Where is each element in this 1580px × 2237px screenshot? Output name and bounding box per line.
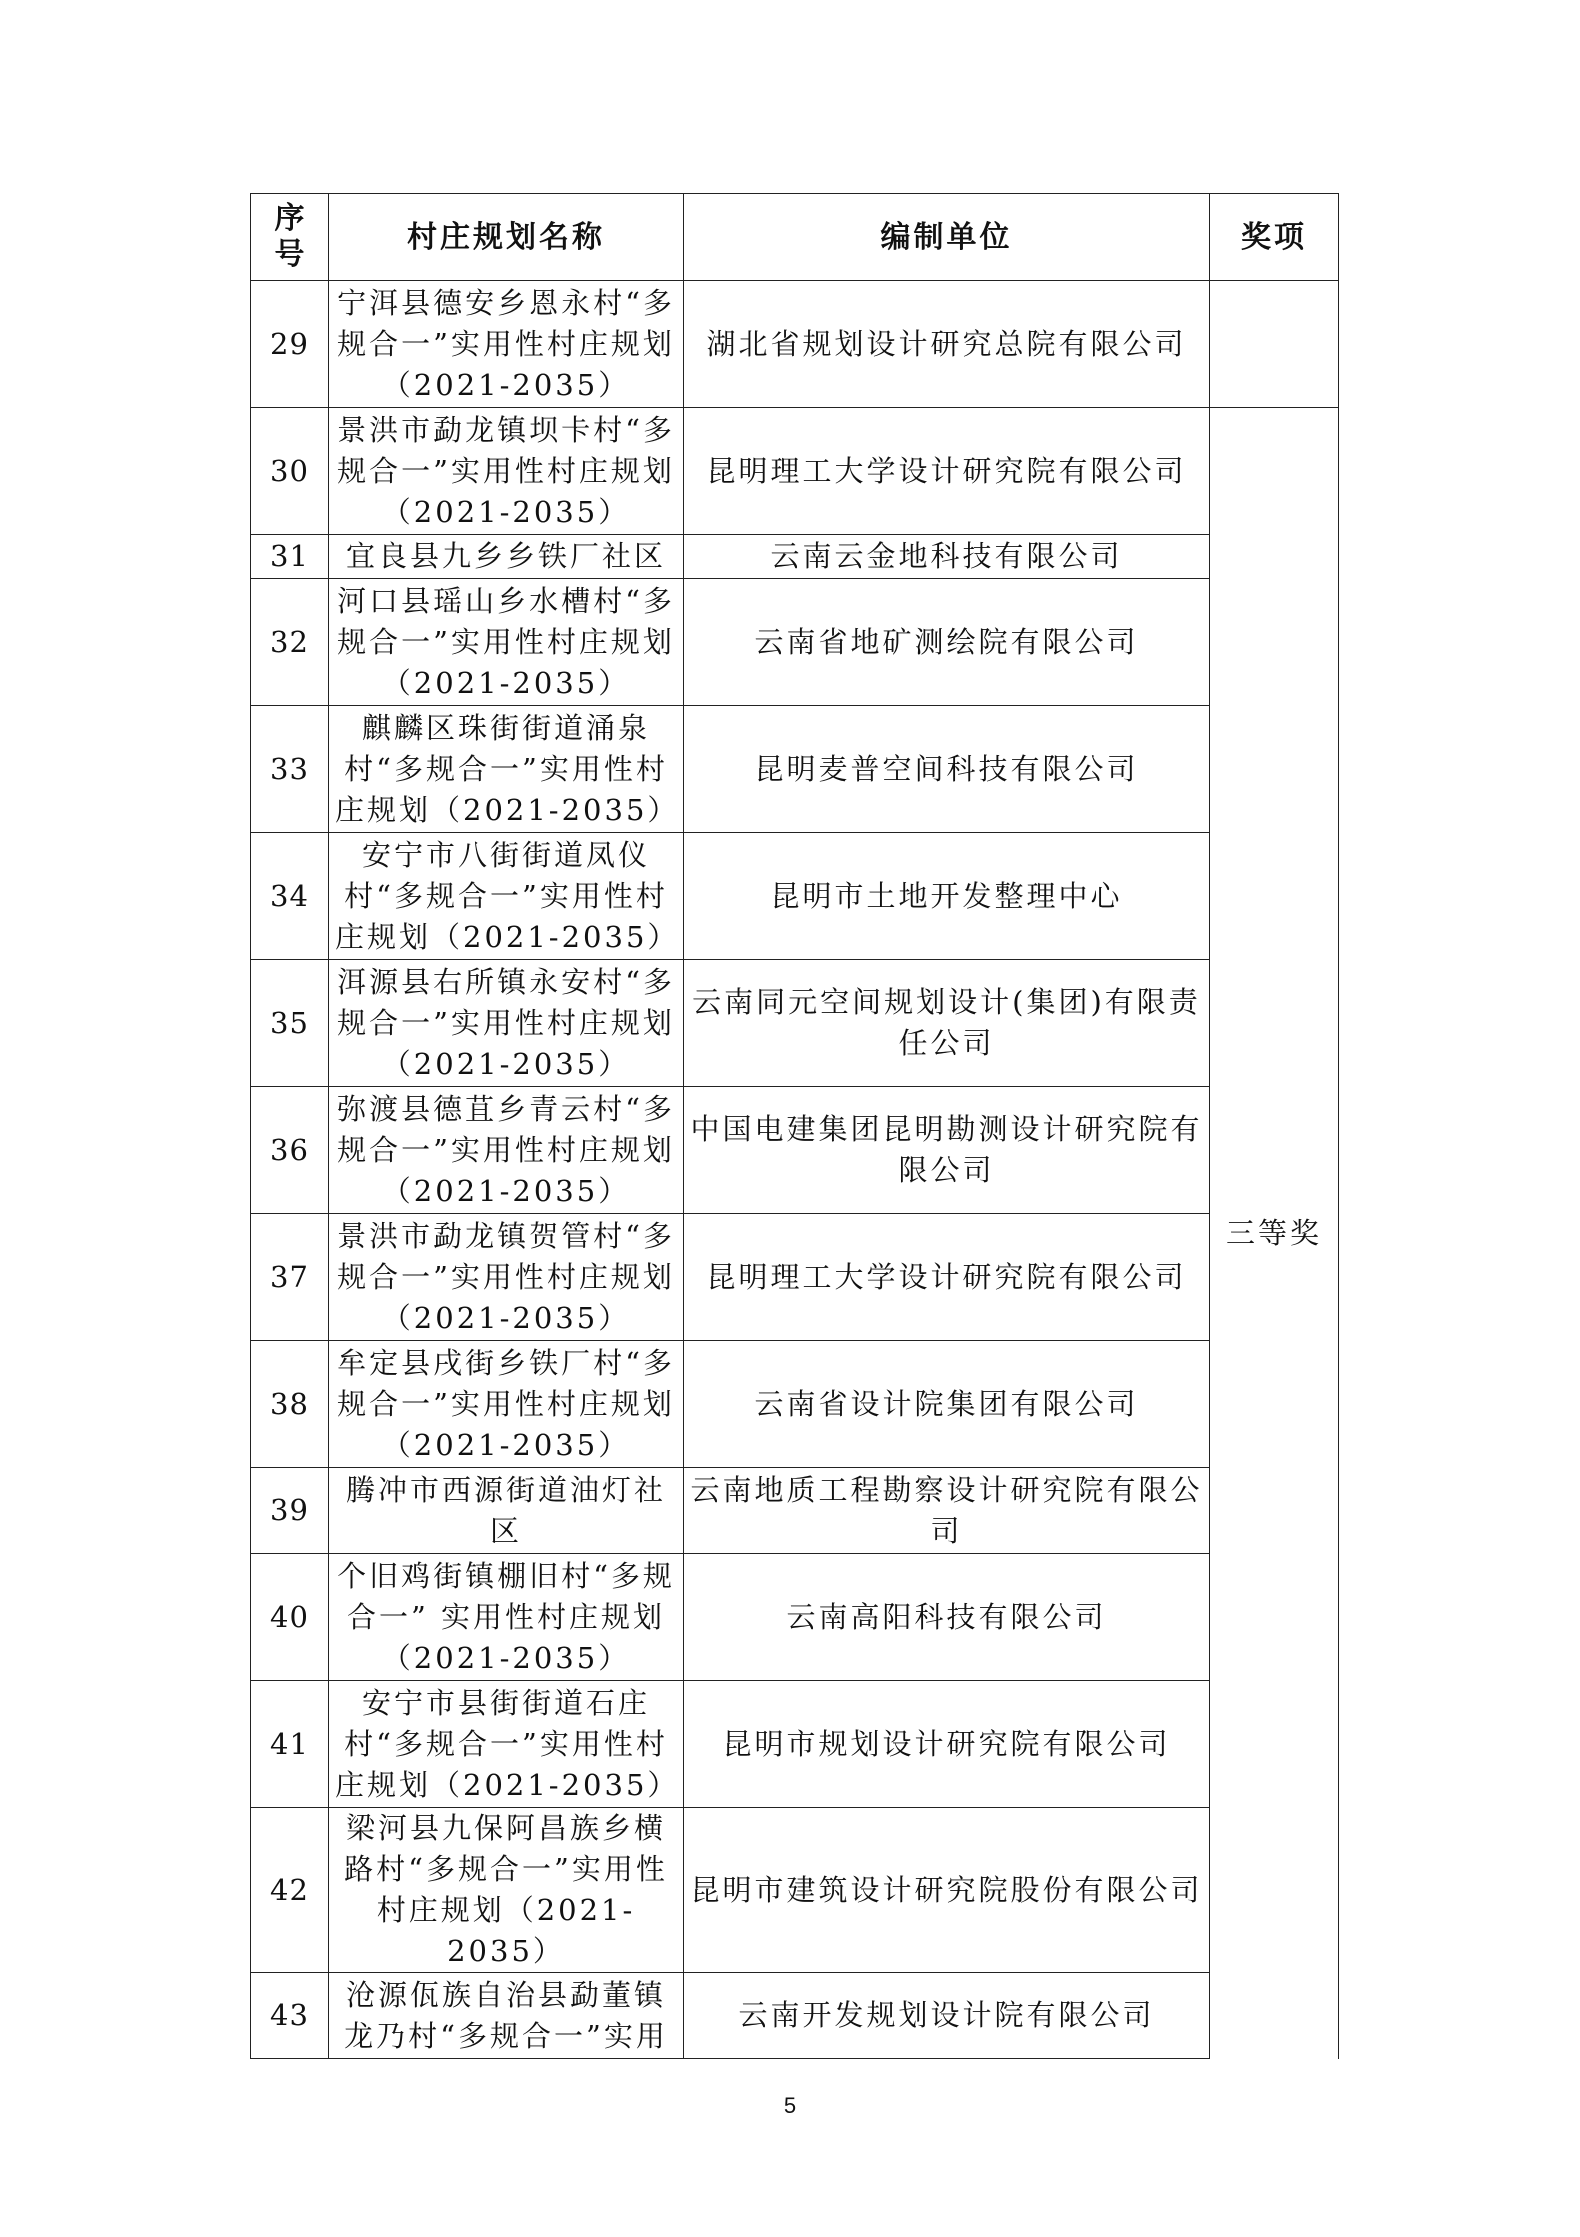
row-org: 云南高阳科技有限公司 — [684, 1554, 1210, 1681]
row-org: 昆明市土地开发整理中心 — [684, 833, 1210, 960]
table-row — [251, 960, 1339, 1087]
row-org: 昆明理工大学设计研究院有限公司 — [684, 408, 1210, 535]
row-org: 云南地质工程勘察设计研究院有限公司 — [684, 1468, 1210, 1554]
table-row — [251, 579, 1339, 706]
row-name: 梁河县九保阿昌族乡横路村“多规合一”实用性村庄规划（2021-2035） — [329, 1808, 684, 1973]
row-org: 湖北省规划设计研究总院有限公司 — [684, 281, 1210, 408]
table-header-row — [251, 194, 1339, 281]
header-award: 奖项 — [1210, 194, 1339, 281]
table-row — [251, 408, 1339, 535]
row-num: 43 — [251, 1973, 329, 2059]
award-cell: 三等奖 — [1210, 408, 1339, 2059]
table-row — [251, 1214, 1339, 1341]
row-org: 云南同元空间规划设计(集团)有限责任公司 — [684, 960, 1210, 1087]
row-org: 中国电建集团昆明勘测设计研究院有限公司 — [684, 1087, 1210, 1214]
table-row — [251, 833, 1339, 960]
row-num: 34 — [251, 833, 329, 960]
row-name: 景洪市勐龙镇贺管村“多规合一”实用性村庄规划（2021-2035） — [329, 1214, 684, 1341]
row-name: 牟定县戌街乡铁厂村“多规合一”实用性村庄规划（2021-2035） — [329, 1341, 684, 1468]
table-row — [251, 1681, 1339, 1808]
table-row — [251, 1554, 1339, 1681]
row-name: 宜良县九乡乡铁厂社区 — [329, 535, 684, 579]
row-num: 35 — [251, 960, 329, 1087]
table-row — [251, 1973, 1339, 2059]
page-number: 5 — [783, 2093, 797, 2118]
row-name: 弥渡县德苴乡青云村“多规合一”实用性村庄规划（2021-2035） — [329, 1087, 684, 1214]
header-org: 编制单位 — [684, 194, 1210, 281]
row-name: 沧源佤族自治县勐董镇龙乃村“多规合一”实用 — [329, 1973, 684, 2059]
row-num: 29 — [251, 281, 329, 408]
row-name: 麒麟区珠街街道涌泉村“多规合一”实用性村庄规划（2021-2035） — [329, 706, 684, 833]
table-row — [251, 706, 1339, 833]
row-name: 宁洱县德安乡恩永村“多规合一”实用性村庄规划（2021-2035） — [329, 281, 684, 408]
header-name: 村庄规划名称 — [329, 194, 684, 281]
row-org: 昆明市建筑设计研究院股份有限公司 — [684, 1808, 1210, 1973]
row-num: 38 — [251, 1341, 329, 1468]
table-row — [251, 1341, 1339, 1468]
table-row — [251, 1468, 1339, 1554]
row-num: 41 — [251, 1681, 329, 1808]
header-num: 序号 — [251, 194, 329, 281]
row-num: 36 — [251, 1087, 329, 1214]
row-name: 安宁市八街街道凤仪村“多规合一”实用性村庄规划（2021-2035） — [329, 833, 684, 960]
row-name: 安宁市县街街道石庄村“多规合一”实用性村庄规划（2021-2035） — [329, 1681, 684, 1808]
row-num: 33 — [251, 706, 329, 833]
row-num: 42 — [251, 1808, 329, 1973]
row-num: 30 — [251, 408, 329, 535]
table-row — [251, 281, 1339, 408]
row-name: 个旧鸡街镇棚旧村“多规合一” 实用性村庄规划（2021-2035） — [329, 1554, 684, 1681]
row-name: 河口县瑶山乡水槽村“多规合一”实用性村庄规划（2021-2035） — [329, 579, 684, 706]
row-org: 云南开发规划设计院有限公司 — [684, 1973, 1210, 2059]
award-cell-empty — [1210, 281, 1339, 408]
row-org: 云南省设计院集团有限公司 — [684, 1341, 1210, 1468]
row-org: 云南省地矿测绘院有限公司 — [684, 579, 1210, 706]
table-row — [251, 535, 1339, 579]
row-num: 32 — [251, 579, 329, 706]
row-num: 31 — [251, 535, 329, 579]
row-org: 昆明理工大学设计研究院有限公司 — [684, 1214, 1210, 1341]
row-num: 40 — [251, 1554, 329, 1681]
row-name: 景洪市勐龙镇坝卡村“多规合一”实用性村庄规划（2021-2035） — [329, 408, 684, 535]
row-org: 昆明市规划设计研究院有限公司 — [684, 1681, 1210, 1808]
row-name: 洱源县右所镇永安村“多规合一”实用性村庄规划（2021-2035） — [329, 960, 684, 1087]
row-name: 腾冲市西源街道油灯社区 — [329, 1468, 684, 1554]
row-org: 云南云金地科技有限公司 — [684, 535, 1210, 579]
table-row — [251, 1087, 1339, 1214]
awards-table — [250, 193, 1339, 2059]
table-row — [251, 1808, 1339, 1973]
row-num: 37 — [251, 1214, 329, 1341]
row-org: 昆明麦普空间科技有限公司 — [684, 706, 1210, 833]
row-num: 39 — [251, 1468, 329, 1554]
